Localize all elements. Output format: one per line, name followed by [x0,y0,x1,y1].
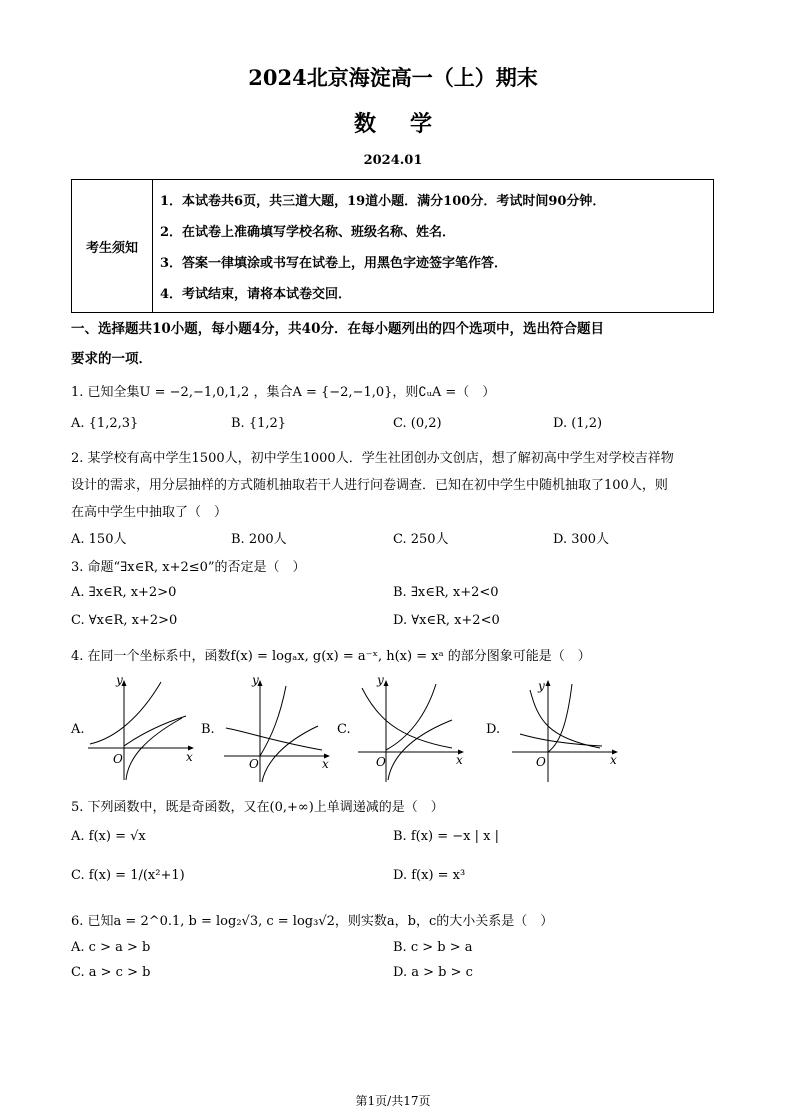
q4-option-d: D. [486,722,501,737]
origin-label: O [376,755,386,769]
q2-option-a: A. 150人 [71,532,127,547]
q2-option-c: C. 250人 [393,532,449,547]
notice-box [71,179,714,313]
section-heading: 一、选择题共10小题，每小题4分，共40分．在每小题列出的四个选项中，选出符合题目 [71,321,604,337]
q6-option-b: B. c > b > a [393,940,473,955]
graph-d [510,676,622,786]
question-1-stem: 1. 已知全集U = −2,−1,0,1,2 ，集合A = {−2,−1,0}，则∁ᵤA =（ ） [71,385,496,400]
q3-option-d: D. ∀x∈R, x+2<0 [393,613,500,628]
q3-option-c: C. ∀x∈R, x+2>0 [71,613,178,628]
question-5-stem: 5. 下列函数中，既是奇函数，又在(0,+∞)上单调递减的是（ ） [71,800,444,815]
notice-items [160,186,605,310]
q4-option-a: A. [71,722,85,737]
graph-c [356,676,468,786]
q5-option-a: A. f(x) = √x [71,829,146,844]
exam-date: 2024.01 [363,153,423,168]
axis-x-label: x [610,753,617,767]
q6-option-d: D. a > b > c [393,965,473,980]
notice-item: 4．考试结束，请将本试卷交回． [160,287,352,302]
axis-x-label: x [456,753,463,767]
origin-label: O [113,752,123,766]
axis-y-label: y [252,673,259,687]
question-3-stem: 3. 命题“∃x∈R, x+2≤0”的否定是（ ） [71,560,306,575]
notice-item: 1．本试卷共6页，共三道大题，19道小题．满分100分．考试时间90分钟． [160,194,606,209]
question-6-stem: 6. 已知a = 2^0.1, b = log₂√3, c = log₃√2，则实数a，b，c的大小关系是（ ） [71,914,554,929]
q4-option-b: B. [201,722,215,737]
q1-option-d: D. (1,2) [553,416,603,431]
question-2-line-2: 设计的需求，用分层抽样的方式随机抽取若干人进行问卷调查．已知在初中学生中随机抽取了100人，则 [71,478,668,493]
notice-item: 2．在试卷上准确填写学校名称、班级名称、姓名． [160,225,456,240]
notice-label: 考生须知 [72,180,153,312]
page-footer: 第1页/共17页 [355,1094,431,1108]
subject-title: 数学 [353,111,466,137]
notice-item: 3．答案一律填涂或书写在试卷上，用黑色字迹签字笔作答． [160,256,508,271]
q6-option-c: C. a > c > b [71,965,151,980]
q2-option-b: B. 200人 [231,532,287,547]
q4-option-c: C. [337,722,351,737]
axis-x-label: x [186,750,193,764]
origin-label: O [536,755,546,769]
q1-option-c: C. (0,2) [393,416,442,431]
q5-option-b: B. f(x) = −x | x | [393,829,499,844]
q3-option-a: A. ∃x∈R, x+2>0 [71,585,177,600]
q3-option-b: B. ∃x∈R, x+2<0 [393,585,499,600]
q2-option-d: D. 300人 [553,532,610,547]
graph-a [86,676,198,786]
section-heading-cont: 要求的一项． [71,351,152,367]
axis-y-label: y [116,673,123,687]
graph-b [222,676,334,786]
q5-option-d: D. f(x) = x³ [393,868,466,883]
axis-y-label: y [377,673,384,687]
q5-option-c: C. f(x) = 1/(x²+1) [71,868,185,883]
page-title: 2024北京海淀高一（上）期末 [248,65,538,90]
question-2-line-3: 在高中学生中抽取了（ ） [71,505,228,520]
q1-option-b: B. {1,2} [231,416,287,431]
axis-x-label: x [322,757,329,771]
axis-y-label: y [538,679,545,693]
question-4-stem: 4. 在同一个坐标系中，函数f(x) = logₐx, g(x) = a⁻ˣ, h(x) = xᵃ 的部分图象可能是（ ） [71,649,591,664]
question-2-line-1: 2. 某学校有高中学生1500人，初中学生1000人．学生社团创办文创店，想了解初高中学生对学校吉祥物 [71,451,674,466]
q6-option-a: A. c > a > b [71,940,151,955]
origin-label: O [249,757,259,771]
q1-option-a: A. {1,2,3} [71,416,139,431]
